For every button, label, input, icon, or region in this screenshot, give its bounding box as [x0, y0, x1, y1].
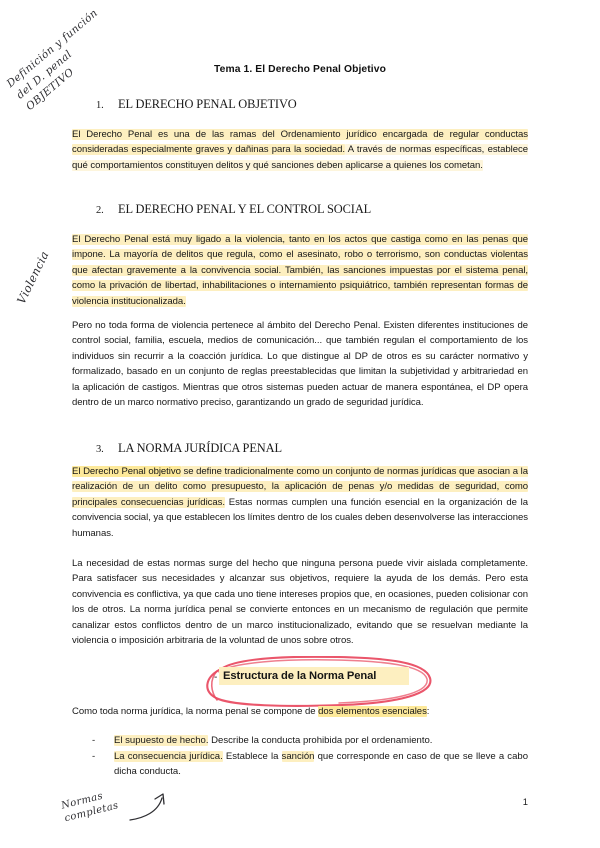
subheading-dash: -: [214, 672, 218, 683]
section-title-1: EL DERECHO PENAL OBJETIVO: [118, 97, 297, 111]
highlighted-text: El supuesto de hecho.: [114, 735, 209, 746]
highlighted-text: dos elementos esenciales: [318, 706, 427, 717]
list-item: [92, 749, 528, 780]
handwritten-annotation-definicion: Definición y función del D. penal OBJETIVO: [4, 7, 101, 113]
handwritten-annotation-violencia: Violencia: [14, 248, 52, 307]
list-dash: -: [92, 735, 96, 746]
plain-text: que corresponde en caso de que se lleve a cabo dicha conducta.: [114, 750, 528, 778]
page-title: Tema 1. El Derecho Penal Objetivo: [214, 64, 386, 75]
section-title-2: EL DERECHO PENAL Y EL CONTROL SOCIAL: [118, 202, 372, 216]
plain-text: Describe la conducta prohibida por el ordenamiento.: [208, 735, 433, 746]
handwritten-annotation-normas: Normas completas: [60, 790, 120, 825]
paragraph-5: La necesidad de estas normas surge del hecho que ninguna persona puede vivir aislada completamente. Para satisfacer sus necesidades y alcanzar sus objetivos, requiere la ayuda de los demás. Pero esta convivencia es conflictiva, ya que cada uno tiene intereses propios que, en ocasiones, pueden colisionar con los de otros. La norma jurídica penal se convierte entonces en un mecanismo de regulación que permite canalizar estos conflictos dentro de un marco institucionalizado, evitando que se resuelvan mediante la violencia o imposición arbitraria de la voluntad de unos sobre otros.: [72, 558, 528, 647]
page-number: 1: [522, 796, 528, 807]
closing-lead: [72, 704, 528, 719]
highlighted-text: se define tradicionalmente como un conjunto de normas jurídicas que asocian a la realización de un delito como presupuesto, la aplicación de penas y/o medidas de seguridad, como principales consecuencias jurídicas.: [72, 466, 528, 508]
section-number-2: 2.: [96, 205, 104, 216]
plain-text: Estas normas cumplen una función esencial en la organización de la convivencia social, ya que establecen los límites dentro de los cuales deben desenvolverse las interacciones humanas.: [72, 496, 528, 539]
section-heading-1: [96, 97, 297, 112]
plain-text: Establece la: [222, 750, 282, 762]
paragraph-2: [72, 232, 528, 309]
highlighted-text: El Derecho Penal es una de las ramas del Ordenamiento jurídico encargada de regular conductas consideradas especialmente graves y dañinas para la sociedad.: [72, 129, 528, 156]
section-heading-2: [96, 202, 371, 217]
section-number-3: 3.: [96, 444, 104, 455]
elements-list: [92, 733, 528, 780]
highlighted-text: El Derecho Penal está muy ligado a la violencia, tanto en los actos que castiga como en las penas que impone. La mayoría de delitos que regula, como el asesinato, robo o terrorismo, son conductas violentas que afectan gravemente a la convivencia social. También, las sanciones impuestas por el sistema penal, como la privación de libertad, inhabilitaciones o internamiento psiquiátrico, también representan formas de violencia institucionalizada.: [72, 234, 528, 307]
section-heading-3: [96, 441, 282, 456]
highlighted-text: A través de normas específicas, establece qué comportamientos constituyen delitos y qué sanciones deben aplicarse a quienes los cometan.: [72, 144, 528, 171]
list-dash: -: [92, 750, 96, 762]
paragraph-3: Pero no toda forma de violencia pertenece al ámbito del Derecho Penal. Existen diferentes instituciones de control social, familia, escuela, medios de comunicación... que también regulan el comportamiento de los individuos sin recurrir a la coacción jurídica. Lo que distingue al DP de otros es su carácter normativo y formalizado, basado en un conjunto de reglas preestablecidas que limitan la subjetividad y arbitrariedad en la aplicación de castigos. Mientras que otros sistemas pueden actuar de manera espontánea, el DP opera dentro de un marco normativo preciso, garantizando un grado de seguridad jurídica.: [72, 320, 528, 409]
highlighted-text: La consecuencia jurídica.: [114, 750, 223, 762]
paragraph-1: [72, 127, 528, 173]
subheading-text: Estructura de la Norma Penal: [223, 670, 377, 682]
list-item: [92, 733, 528, 749]
boxed-subheading: [205, 662, 435, 702]
highlighted-text: sanción: [281, 750, 315, 762]
paragraph-4: [72, 464, 528, 541]
section-number-1: 1.: [96, 100, 104, 111]
section-title-3: LA NORMA JURÍDICA PENAL: [118, 441, 282, 455]
plain-text: Como toda norma jurídica, la norma penal se compone de: [72, 706, 319, 717]
plain-text: :: [426, 706, 430, 717]
highlighted-text: El Derecho Penal objetivo: [72, 466, 181, 477]
